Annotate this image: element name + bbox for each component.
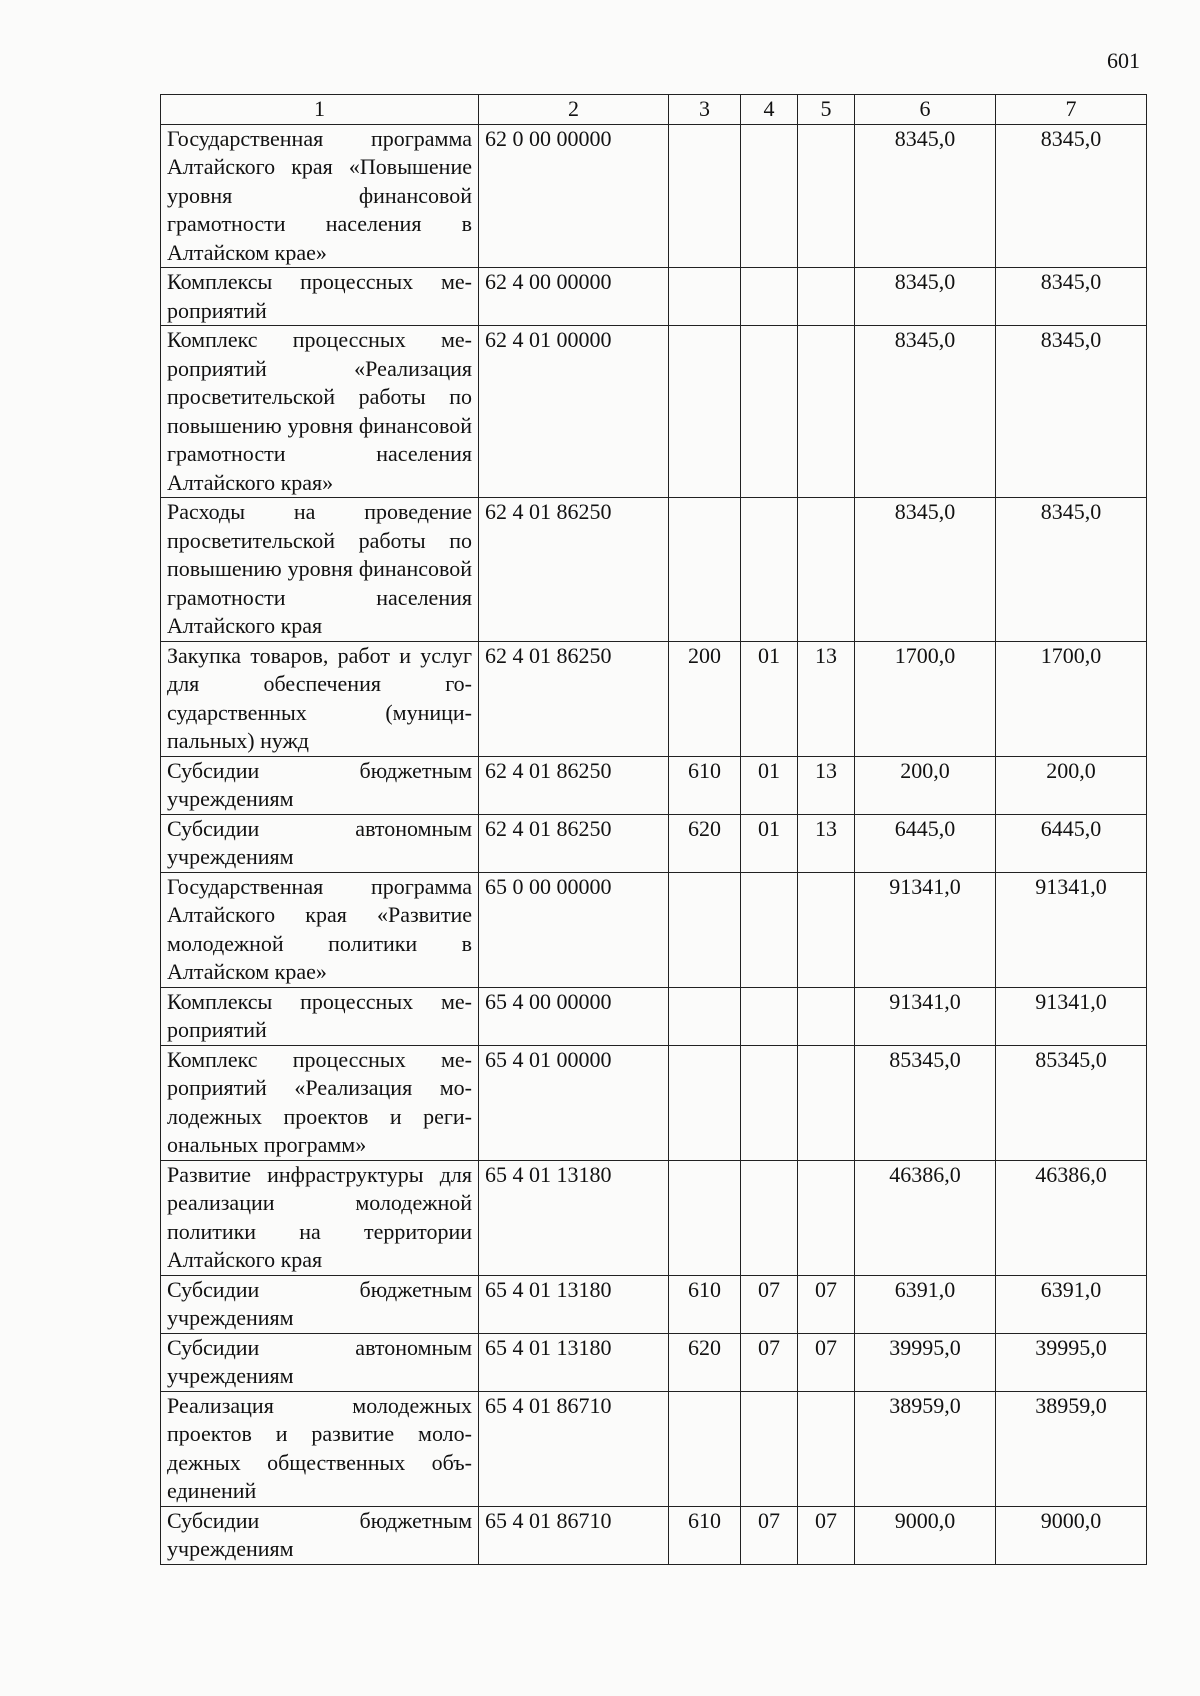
column-header: 5: [798, 95, 855, 125]
amount-col7-cell: 6445,0: [996, 814, 1147, 872]
target-code-cell: 65 4 01 13180: [479, 1333, 669, 1391]
amount-col6-cell: 9000,0: [855, 1506, 996, 1564]
amount-col6-cell: 91341,0: [855, 987, 996, 1045]
item-name-cell: Субсидии бюджетным учреждениям: [161, 1506, 479, 1564]
amount-col7-cell: 39995,0: [996, 1333, 1147, 1391]
target-code-cell: 65 0 00 00000: [479, 872, 669, 987]
subsection-cell: 07: [798, 1275, 855, 1333]
expense-type-cell: 610: [669, 756, 741, 814]
item-name-cell: Расходы на проведение просветительской работы по повышению уровня финансовой грамотности населения Алтайского края: [161, 498, 479, 642]
expense-type-cell: 200: [669, 641, 741, 756]
target-code-cell: 62 4 01 86250: [479, 756, 669, 814]
amount-col7-cell: 8345,0: [996, 124, 1147, 268]
expense-type-cell: [669, 1391, 741, 1506]
target-code-cell: 62 4 01 86250: [479, 814, 669, 872]
amount-col6-cell: 85345,0: [855, 1045, 996, 1160]
expense-type-cell: 620: [669, 1333, 741, 1391]
section-cell: 01: [741, 814, 798, 872]
item-name-cell: Субсидии бюджетным учреждениям: [161, 756, 479, 814]
subsection-cell: 13: [798, 641, 855, 756]
target-code-cell: 65 4 01 86710: [479, 1506, 669, 1564]
expense-type-cell: [669, 1160, 741, 1275]
table-row: [161, 1275, 1147, 1333]
amount-col6-cell: 39995,0: [855, 1333, 996, 1391]
table-row: [161, 1391, 1147, 1506]
amount-col6-cell: 8345,0: [855, 124, 996, 268]
item-name-cell: Комплекс процессных мероприятий «Реализация просветительской работы по повышению уровня финансовой грамотности населения Алтайского края»: [161, 326, 479, 498]
amount-col6-cell: 200,0: [855, 756, 996, 814]
item-name-cell: Комплексы процессных мероприятий: [161, 987, 479, 1045]
table-header-row: [161, 95, 1147, 125]
target-code-cell: 62 0 00 00000: [479, 124, 669, 268]
target-code-cell: 65 4 01 13180: [479, 1160, 669, 1275]
column-header: 1: [161, 95, 479, 125]
item-name-cell: Комплексы процессных мероприятий: [161, 268, 479, 326]
page-number: 601: [1107, 48, 1140, 73]
subsection-cell: [798, 1391, 855, 1506]
budget-table: [160, 94, 1147, 1565]
subsection-cell: [798, 268, 855, 326]
column-header: 2: [479, 95, 669, 125]
section-cell: 07: [741, 1275, 798, 1333]
amount-col6-cell: 8345,0: [855, 268, 996, 326]
table-row: [161, 987, 1147, 1045]
item-name-cell: Развитие инфраструктуры для реализации молодежной политики на территории Алтайского края: [161, 1160, 479, 1275]
subsection-cell: [798, 124, 855, 268]
subsection-cell: 07: [798, 1506, 855, 1564]
expense-type-cell: [669, 124, 741, 268]
amount-col6-cell: 8345,0: [855, 326, 996, 498]
item-name-cell: Комплекс процессных мероприятий «Реализация молодежных проектов и региональных программ»: [161, 1045, 479, 1160]
target-code-cell: 62 4 00 00000: [479, 268, 669, 326]
amount-col6-cell: 91341,0: [855, 872, 996, 987]
target-code-cell: 65 4 01 13180: [479, 1275, 669, 1333]
amount-col6-cell: 46386,0: [855, 1160, 996, 1275]
expense-type-cell: [669, 268, 741, 326]
table-row: [161, 124, 1147, 268]
section-cell: [741, 498, 798, 642]
subsection-cell: 07: [798, 1333, 855, 1391]
amount-col7-cell: 1700,0: [996, 641, 1147, 756]
table-row: [161, 1333, 1147, 1391]
subsection-cell: [798, 872, 855, 987]
section-cell: [741, 268, 798, 326]
amount-col6-cell: 6445,0: [855, 814, 996, 872]
expense-type-cell: 610: [669, 1506, 741, 1564]
section-cell: 01: [741, 756, 798, 814]
table-row: [161, 1506, 1147, 1564]
table-row: [161, 498, 1147, 642]
section-cell: 07: [741, 1333, 798, 1391]
item-name-cell: Субсидии бюджетным учреждениям: [161, 1275, 479, 1333]
column-header: 3: [669, 95, 741, 125]
subsection-cell: 13: [798, 756, 855, 814]
expense-type-cell: [669, 987, 741, 1045]
column-header: 7: [996, 95, 1147, 125]
item-name-cell: Субсидии автономным учреждениям: [161, 814, 479, 872]
section-cell: 01: [741, 641, 798, 756]
amount-col7-cell: 91341,0: [996, 987, 1147, 1045]
section-cell: 07: [741, 1506, 798, 1564]
target-code-cell: 62 4 01 86250: [479, 498, 669, 642]
section-cell: [741, 1391, 798, 1506]
item-name-cell: Государственная программа Алтайского края «Развитие молодежной политики в Алтайском крае»: [161, 872, 479, 987]
section-cell: [741, 1160, 798, 1275]
amount-col7-cell: 38959,0: [996, 1391, 1147, 1506]
amount-col6-cell: 38959,0: [855, 1391, 996, 1506]
item-name-cell: Закупка товаров, работ и услуг для обеспечения государственных (муниципальных) нужд: [161, 641, 479, 756]
table-row: [161, 1160, 1147, 1275]
section-cell: [741, 1045, 798, 1160]
column-header: 6: [855, 95, 996, 125]
expense-type-cell: [669, 498, 741, 642]
target-code-cell: 65 4 01 86710: [479, 1391, 669, 1506]
table-row: [161, 756, 1147, 814]
column-header: 4: [741, 95, 798, 125]
expense-type-cell: [669, 1045, 741, 1160]
amount-col7-cell: 85345,0: [996, 1045, 1147, 1160]
target-code-cell: 65 4 01 00000: [479, 1045, 669, 1160]
amount-col6-cell: 1700,0: [855, 641, 996, 756]
target-code-cell: 65 4 00 00000: [479, 987, 669, 1045]
amount-col7-cell: 8345,0: [996, 498, 1147, 642]
section-cell: [741, 124, 798, 268]
target-code-cell: 62 4 01 86250: [479, 641, 669, 756]
item-name-cell: Государственная программа Алтайского края «Повышение уровня финансовой грамотности населения в Алтайском крае»: [161, 124, 479, 268]
table-row: [161, 872, 1147, 987]
expense-type-cell: [669, 872, 741, 987]
subsection-cell: [798, 498, 855, 642]
item-name-cell: Реализация молодежных проектов и развитие молодежных общественных объединений: [161, 1391, 479, 1506]
subsection-cell: 13: [798, 814, 855, 872]
subsection-cell: [798, 1160, 855, 1275]
section-cell: [741, 326, 798, 498]
amount-col7-cell: 200,0: [996, 756, 1147, 814]
amount-col7-cell: 6391,0: [996, 1275, 1147, 1333]
subsection-cell: [798, 326, 855, 498]
table-row: [161, 326, 1147, 498]
amount-col6-cell: 6391,0: [855, 1275, 996, 1333]
section-cell: [741, 987, 798, 1045]
target-code-cell: 62 4 01 00000: [479, 326, 669, 498]
amount-col7-cell: 91341,0: [996, 872, 1147, 987]
table-row: [161, 641, 1147, 756]
table-row: [161, 268, 1147, 326]
item-name-cell: Субсидии автономным учреждениям: [161, 1333, 479, 1391]
expense-type-cell: [669, 326, 741, 498]
section-cell: [741, 872, 798, 987]
amount-col7-cell: 46386,0: [996, 1160, 1147, 1275]
amount-col7-cell: 9000,0: [996, 1506, 1147, 1564]
amount-col7-cell: 8345,0: [996, 268, 1147, 326]
table-row: [161, 814, 1147, 872]
expense-type-cell: 610: [669, 1275, 741, 1333]
amount-col7-cell: 8345,0: [996, 326, 1147, 498]
table-row: [161, 1045, 1147, 1160]
subsection-cell: [798, 987, 855, 1045]
amount-col6-cell: 8345,0: [855, 498, 996, 642]
expense-type-cell: 620: [669, 814, 741, 872]
subsection-cell: [798, 1045, 855, 1160]
